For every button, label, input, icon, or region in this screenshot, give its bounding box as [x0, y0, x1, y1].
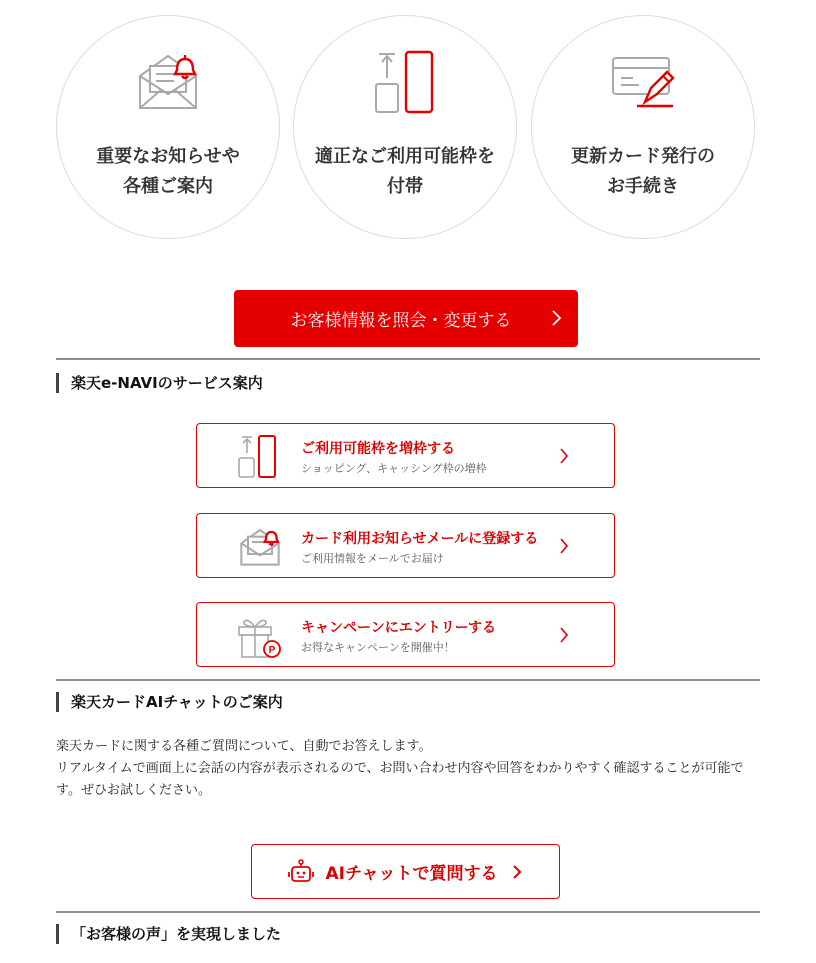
ai-chat-question-button[interactable] — [251, 844, 560, 899]
section-divider — [56, 358, 760, 360]
limit-increase-icon — [374, 50, 436, 118]
register-usage-notification-mail-button[interactable] — [196, 513, 615, 578]
feature-line: 重要なお知らせや — [96, 146, 240, 167]
chevron-right-icon — [511, 862, 523, 882]
chevron-right-icon — [550, 306, 564, 335]
feature-line: 各種ご案内 — [123, 176, 213, 197]
feature-credit-limit — [293, 15, 517, 239]
service-subtitle: ショッピング、キャッシング枠の増枠 — [301, 462, 487, 475]
section-divider — [56, 911, 760, 913]
service-subtitle: ご利用情報をメールでお届け — [301, 552, 444, 565]
card-renewal-icon — [611, 50, 675, 114]
campaign-entry-button[interactable] — [196, 602, 615, 667]
view-change-customer-info-button[interactable] — [234, 290, 578, 347]
service-title: カード利用お知らせメールに登録する — [301, 531, 539, 547]
feature-line: 付帯 — [387, 176, 423, 197]
mail-bell-icon — [137, 50, 199, 114]
button-label: お客様情報を照会・変更する — [290, 311, 512, 331]
service-subtitle: お得なキャンペーンを開催中！ — [301, 641, 455, 654]
enavi-section-heading: 楽天e-NAVIのサービス案内 — [56, 373, 263, 393]
limit-increase-icon — [237, 434, 277, 482]
section-divider — [56, 679, 760, 681]
mail-bell-icon — [239, 526, 281, 570]
chevron-right-icon — [558, 446, 570, 470]
chevron-right-icon — [558, 536, 570, 560]
chevron-right-icon — [558, 625, 570, 649]
increase-credit-limit-button[interactable] — [196, 423, 615, 488]
description-line: 楽天カードに関する各種ご質問について、自動でお答えします。 — [56, 739, 432, 754]
svg-text:P: P — [268, 645, 276, 656]
feature-line: 更新カード発行の — [571, 146, 715, 167]
voice-section-heading: 「お客様の声」を実現しました — [56, 924, 281, 944]
service-title: キャンペーンにエントリーする — [301, 620, 497, 636]
service-title: ご利用可能枠を増枠する — [301, 441, 455, 457]
robot-icon — [288, 859, 314, 885]
feature-line: 適正なご利用可能枠を — [315, 146, 495, 167]
feature-line: お手続き — [607, 176, 679, 197]
gift-point-icon — [237, 615, 283, 663]
feature-important-notices — [56, 15, 280, 239]
feature-card-renewal — [531, 15, 755, 239]
ai-section-heading: 楽天カードAIチャットのご案内 — [56, 692, 283, 712]
ai-chat-description — [56, 736, 762, 802]
description-line: リアルタイムで画面上に会話の内容が表示されるので、お問い合わせ内容や回答をわかりやすく確認することが可能です。ぜひお試しください。 — [56, 761, 744, 798]
button-label: AIチャットで質問する — [325, 864, 498, 884]
